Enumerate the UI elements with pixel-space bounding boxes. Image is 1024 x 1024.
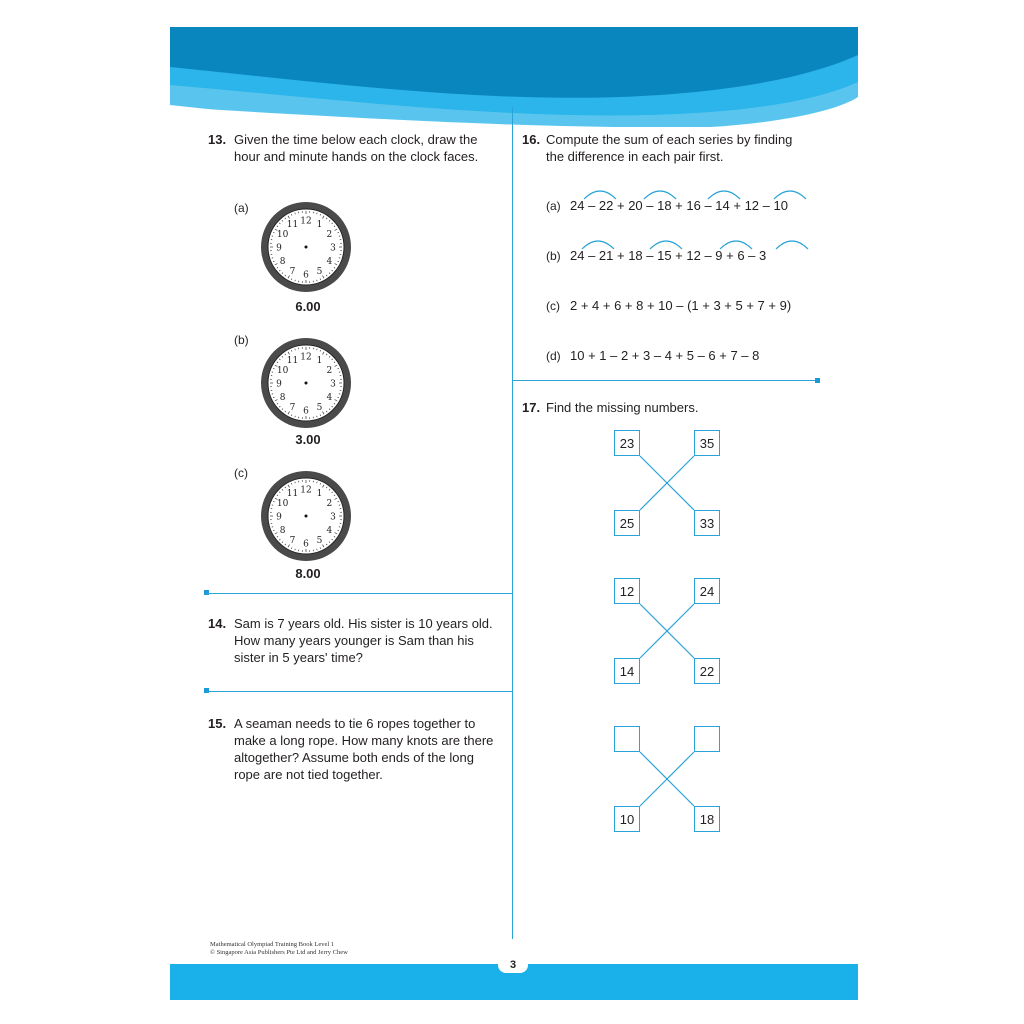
- clock-face[interactable]: [258, 335, 354, 431]
- clock-numeral: 9: [276, 243, 282, 254]
- header-wave: [170, 27, 858, 127]
- number-box: 14: [614, 658, 640, 684]
- clock-numeral: 10: [276, 366, 289, 376]
- number-box: 25: [614, 510, 640, 536]
- clock-numeral: 4: [326, 393, 333, 403]
- series-expression: 10 + 1 – 2 + 3 – 4 + 5 – 6 + 7 – 8: [570, 348, 760, 363]
- item-label: (c): [546, 299, 560, 313]
- clock-numeral: 4: [326, 257, 333, 267]
- page-number: 3: [498, 957, 528, 973]
- item-label: (d): [546, 349, 561, 363]
- clock-time: 3.00: [295, 432, 321, 447]
- clock-numeral: 11: [286, 356, 299, 367]
- question-number: 16.: [522, 132, 541, 147]
- clock-numeral: 3: [330, 243, 336, 254]
- clock-numeral: 9: [276, 379, 282, 390]
- clock-face[interactable]: [258, 468, 354, 564]
- question-number: 14.: [208, 616, 227, 631]
- footer-credits: [210, 941, 470, 957]
- clock-numeral: 3: [330, 379, 336, 390]
- clock-numeral: 9: [276, 512, 282, 523]
- number-box: 35: [694, 430, 720, 456]
- question-number: 15.: [208, 716, 227, 731]
- separator-line: [206, 691, 512, 692]
- clock-numeral: 12: [300, 485, 312, 496]
- column-divider: [512, 107, 513, 939]
- question-text: A seaman needs to tie 6 ropes together to make a long rope. How many knots are there altogether? Assume both ends of the long rope are not tied together.: [234, 716, 494, 782]
- separator-marker: [815, 378, 820, 383]
- footer-copyright: © Singapore Asia Publishers Pte Ltd and Jerry Chew: [210, 949, 348, 956]
- worksheet-page: [170, 27, 858, 1000]
- clock-center-dot: [305, 246, 308, 249]
- clock-numeral: 1: [316, 356, 323, 367]
- clock-numeral: 2: [326, 366, 333, 376]
- clock-numeral: 6: [303, 406, 309, 417]
- clock-numeral: 7: [289, 266, 296, 277]
- number-box: 23: [614, 430, 640, 456]
- clock-numeral: 12: [300, 216, 312, 227]
- clock-numeral: 4: [326, 526, 333, 536]
- number-box: 24: [694, 578, 720, 604]
- clock-numeral: 8: [279, 393, 286, 403]
- clock-numeral: 7: [289, 402, 296, 413]
- clock-time: 8.00: [295, 566, 321, 581]
- answer-box[interactable]: [614, 726, 640, 752]
- number-box: 33: [694, 510, 720, 536]
- clock-numeral: 8: [279, 257, 286, 267]
- item-label: (c): [234, 466, 248, 480]
- question-text: Given the time below each clock, draw the hour and minute hands on the clock faces.: [234, 132, 479, 164]
- series-expression: 24 – 21 + 18 – 15 + 12 – 9 + 6 – 3: [570, 248, 767, 263]
- item-label: (b): [234, 333, 249, 347]
- clock-numeral: 1: [316, 220, 323, 231]
- cross-diagram: [614, 430, 724, 540]
- footer-book-title: Mathematical Olympiad Training Book Level 1: [210, 941, 335, 948]
- item-label: (b): [546, 249, 561, 263]
- number-box: 10: [614, 806, 640, 832]
- question-text: Find the missing numbers.: [546, 400, 699, 415]
- clock-numeral: 6: [303, 270, 309, 281]
- clock-numeral: 10: [276, 499, 289, 509]
- clock-numeral: 6: [303, 539, 309, 550]
- question-text: Compute the sum of each series by finding the difference in each pair first.: [546, 132, 793, 164]
- clock-numeral: 10: [276, 230, 289, 240]
- number-box: 18: [694, 806, 720, 832]
- cross-diagram: [614, 578, 724, 688]
- clock-numeral: 7: [289, 535, 296, 546]
- separator-line: [512, 380, 818, 381]
- clock-numeral: 2: [326, 230, 333, 240]
- clock-time: 6.00: [295, 299, 321, 314]
- number-box: 22: [694, 658, 720, 684]
- clock-numeral: 3: [330, 512, 336, 523]
- series-expression: 24 – 22 + 20 – 18 + 16 – 14 + 12 – 10: [570, 198, 788, 213]
- clock-numeral: 5: [316, 535, 323, 546]
- clock-face[interactable]: [258, 199, 354, 295]
- clock-numeral: 12: [300, 352, 312, 363]
- clock-center-dot: [305, 515, 308, 518]
- number-box: 12: [614, 578, 640, 604]
- item-label: (a): [234, 201, 249, 215]
- question-number: 17.: [522, 400, 541, 415]
- cross-diagram: [614, 726, 724, 836]
- question-text: Sam is 7 years old. His sister is 10 years old. How many years younger is Sam than his sister in 5 years' time?: [234, 616, 493, 665]
- answer-box[interactable]: [694, 726, 720, 752]
- item-label: (a): [546, 199, 561, 213]
- series-expression: 2 + 4 + 6 + 8 + 10 – (1 + 3 + 5 + 7 + 9): [570, 298, 792, 313]
- separator-line: [206, 593, 512, 594]
- clock-numeral: 1: [316, 489, 323, 500]
- question-number: 13.: [208, 132, 227, 147]
- clock-numeral: 5: [316, 266, 323, 277]
- clock-numeral: 5: [316, 402, 323, 413]
- clock-numeral: 8: [279, 526, 286, 536]
- clock-numeral: 2: [326, 499, 333, 509]
- clock-numeral: 11: [286, 220, 299, 231]
- clock-numeral: 11: [286, 489, 299, 500]
- clock-center-dot: [305, 382, 308, 385]
